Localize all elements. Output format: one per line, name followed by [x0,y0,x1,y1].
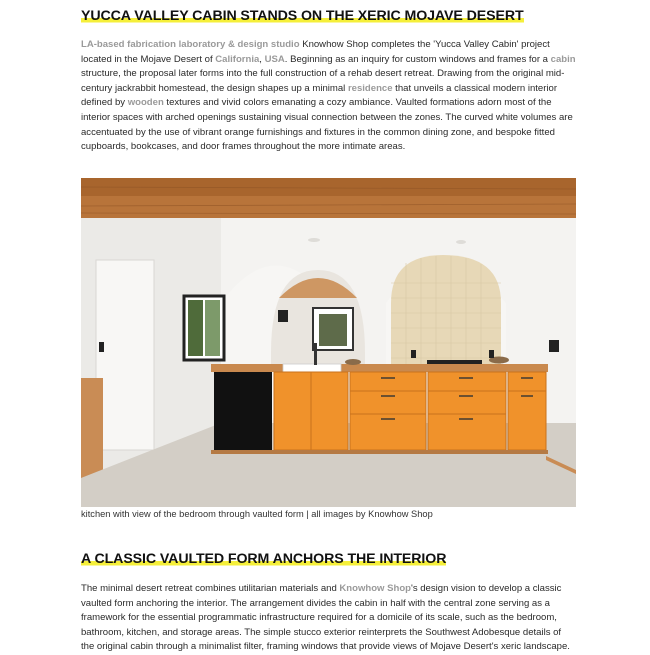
tile-arch [391,255,501,368]
link-knowhow-shop[interactable]: Knowhow Shop [339,583,411,594]
link-usa[interactable]: USA [264,53,285,65]
intro-paragraph [81,38,576,155]
text-run: 's design vision to develop a classic vaulted form anchoring the interior. The arrangement divides the cabin in half with the central zone serving as a framework for the essential programmatic infrastructure required for a domicile of its scale, such as the bedroom, bathroom, kitchen, and storage areas. The simple stucco exterior reinterprets the Southwest Adobesque details of the original cabin through a minimalist filter, framing windows that provide views of Mojave Desert's xeric landscape. [81,583,570,653]
heading-text: A CLASSIC VAULTED FORM ANCHORS THE INTERIOR [81,551,447,567]
drawer [350,372,426,391]
photo-caption: kitchen with view of the bedroom through vaulted form | all images by Knowhow Shop [81,509,433,519]
entry-door [96,260,154,450]
ceiling-light [308,238,320,242]
countertop [211,364,548,372]
section-heading-vaulted-form [81,550,446,568]
bedroom-lamp [278,310,288,322]
faucet [314,343,317,365]
side-window-view [188,300,203,356]
under-counter-fridge [214,372,272,450]
toe-kick [211,450,548,454]
drawer [428,372,506,391]
link-studio[interactable]: LA-based fabrication laboratory & design studio [81,39,300,50]
kitchen-illustration [81,178,576,507]
text-run: textures and vivid colors emanating a cozy ambiance. Vaulted formations adorn most of the interior spaces with arched openings sustaining visual connection between the zones. The curved white volumes are accentuated by the use of vibrant orange furnishings and fixtures in the common dining zone, and bespoke fitted cupboards, bookcases, and door frames throughout the more intimate areas. [81,97,573,153]
bowl [345,359,361,365]
kitchen-photo [81,178,576,507]
drawer [350,391,426,414]
cabinet-door [508,391,546,450]
drawer [428,391,506,414]
text-run: that unveils a classical modern interior defined by [81,82,558,109]
bedroom-window-view [319,314,347,346]
text-run: , [259,53,265,65]
text-run: The minimal desert retreat combines utilitarian materials and [81,583,340,594]
link-residence[interactable]: residence [347,82,393,94]
door-lock [99,342,104,352]
heading-text: YUCCA VALLEY CABIN STANDS ON THE XERIC MOJAVE DESERT [81,8,524,24]
link-california[interactable]: California [215,53,260,65]
outlet [489,350,494,358]
link-cabin[interactable]: cabin [550,53,576,65]
text-run: structure, the proposal later forms into the full construction of a rehab desert retreat. Drawing from the original mid-century jackrabbit homestead, the design shapes up a minimal [81,68,565,94]
vaulted-form-paragraph [81,582,576,655]
side-window-view [205,300,220,356]
text-run: . Beginning as an inquiry for custom windows and frames for a [284,53,551,65]
outlet [411,350,416,358]
ceiling-light [456,240,466,244]
section-heading-yucca-valley [81,7,524,25]
drawer [508,372,546,391]
light-switch [549,340,559,352]
link-wooden[interactable]: wooden [127,97,164,109]
cooktop [427,360,482,364]
ceiling-beam-bottom [81,196,576,218]
text-run: Knowhow Shop completes the 'Yucca Valley Cabin' project located in the Mojave Desert of [81,39,550,65]
